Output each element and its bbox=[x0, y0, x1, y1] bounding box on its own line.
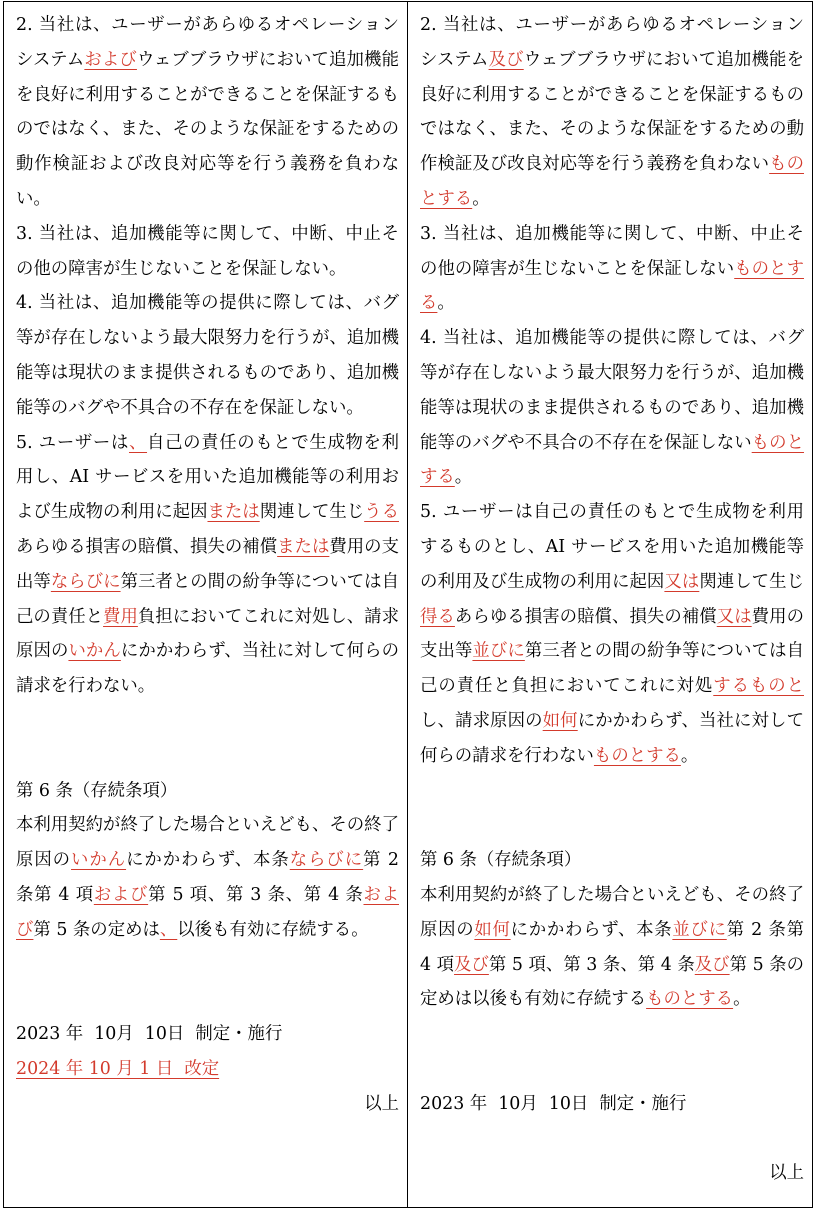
changed-text: および bbox=[93, 884, 149, 905]
text-segment: 費用の支出等 bbox=[420, 606, 804, 662]
changed-text: 又は bbox=[716, 606, 752, 627]
changed-text: ものとする bbox=[646, 989, 734, 1010]
right-clause-5 bbox=[420, 495, 804, 773]
old-version-column bbox=[4, 2, 408, 1207]
text-segment: 第 5 条の定めは以後も有効に存続する bbox=[420, 954, 804, 1010]
right-article-6-body bbox=[420, 878, 804, 1017]
text-segment: 5. ユーザーは bbox=[16, 432, 129, 453]
text-segment: 第 5 項、第 3 条、第 4 条 bbox=[148, 884, 364, 905]
text-segment: 費用の支出等 bbox=[16, 536, 399, 592]
changed-text: 如何 bbox=[542, 710, 578, 731]
spacer bbox=[16, 948, 399, 1018]
right-clause-2 bbox=[420, 8, 804, 217]
text-segment: にかかわらず、当社に対して何らの請求を行わない。 bbox=[16, 641, 399, 697]
left-article-6-title: 第 6 条（存続条項） bbox=[16, 780, 178, 801]
text-segment: 負担においてこれに対処し、請求原因の bbox=[16, 606, 399, 662]
text-segment: 第三者との間の紛争等については自己の責任と負担においてこれに対処 bbox=[420, 641, 804, 697]
left-revised-date bbox=[16, 1052, 399, 1087]
text-segment: 3. 当社は、追加機能等に関して、中断、中止その他の障害が生じないことを保証しない。 bbox=[16, 223, 399, 279]
text-segment: 本利用契約が終了した場合といえども、その終了原因の bbox=[16, 815, 399, 871]
changed-text: うる bbox=[364, 502, 399, 523]
left-clause-3 bbox=[16, 217, 399, 287]
right-article-6-title: 第 6 条（存続条項） bbox=[420, 850, 582, 871]
changed-text: いかん bbox=[71, 850, 127, 871]
text-segment: 4. 当社は、追加機能等の提供に際しては、バグ等が存在しないよう最大限努力を行うが、追加機能等は現状のまま提供されるものであり、追加機能等のバグや不具合の不存在を保証しない bbox=[420, 328, 804, 453]
left-clause-5 bbox=[16, 426, 399, 704]
changed-text: または bbox=[277, 536, 330, 557]
left-clause-2 bbox=[16, 8, 399, 217]
text-segment: 。 bbox=[437, 293, 455, 314]
text-segment: 3. 当社は、追加機能等に関して、中断、中止その他の障害が生じないことを保証しない bbox=[420, 223, 804, 279]
text-segment: にかかわらず、本条 bbox=[126, 850, 290, 871]
changed-text: ならびに bbox=[50, 571, 121, 592]
changed-text: 及び bbox=[454, 954, 489, 975]
changed-text: ものとする bbox=[420, 154, 804, 209]
text-segment: 第 2 条第 4 項 bbox=[420, 919, 804, 975]
text-segment: 5. ユーザーは自己の責任のもとで生成物を利用するものとし、AI サービスを用いた追加機能等の利用及び生成物の利用に起因 bbox=[420, 502, 804, 592]
changed-text: 並びに bbox=[672, 919, 727, 940]
right-clause-3 bbox=[420, 217, 804, 321]
text-segment: 第三者との間の紛争等については自己の責任と bbox=[16, 571, 399, 627]
text-segment: 本利用契約が終了した場合といえども、その終了原因の bbox=[420, 884, 804, 940]
changed-text: ものとする bbox=[420, 432, 804, 488]
changed-text: 及び bbox=[694, 954, 730, 975]
new-version-column bbox=[408, 2, 812, 1207]
text-segment: にかかわらず、当社に対して何らの請求を行わない bbox=[420, 710, 804, 766]
changed-text: 費用 bbox=[103, 606, 138, 627]
changed-text: および bbox=[16, 884, 399, 940]
changed-text: 及び bbox=[488, 49, 524, 70]
text-segment: 関連して生じ bbox=[699, 571, 804, 592]
text-segment: 。 bbox=[680, 745, 699, 766]
text-segment: 第 2 条第 4 項 bbox=[16, 850, 399, 905]
left-end-mark: 以上 bbox=[364, 1093, 399, 1114]
changed-text: ものとする bbox=[420, 258, 804, 314]
text-segment: 第 5 条の定めは bbox=[33, 919, 160, 940]
changed-text: 得る bbox=[420, 606, 455, 627]
text-segment: 第 5 項、第 3 条、第 4 条 bbox=[488, 954, 695, 975]
changed-text: 如何 bbox=[474, 919, 511, 940]
changed-text: 又は bbox=[664, 571, 700, 592]
text-segment: あらゆる損害の賠償、損失の補償 bbox=[16, 536, 278, 557]
text-segment: 。 bbox=[733, 989, 751, 1010]
text-segment: あらゆる損害の賠償、損失の補償 bbox=[454, 606, 717, 627]
left-article-6-body bbox=[16, 808, 399, 947]
text-segment: ウェブブラウザにおいて追加機能を良好に利用することができることを保証するものではなく、また、そのような保証をするための動作検証及び改良対応等を行う義務を負わない bbox=[420, 49, 804, 175]
comparison-table bbox=[3, 1, 813, 1208]
right-enacted-date: 2023 年 10月 10日 制定・施行 bbox=[420, 1093, 687, 1114]
text-segment: 以後も有効に存続する。 bbox=[177, 919, 369, 940]
right-end-mark: 以上 bbox=[769, 1163, 804, 1184]
revision-date-diff: 2024 年 10 月 1 日 改定 bbox=[16, 1058, 220, 1079]
changed-text: ならびに bbox=[289, 850, 364, 871]
text-segment: し、請求原因の bbox=[420, 710, 543, 731]
text-segment: 自己の責任のもとで生成物を利用し、AI サービスを用いた追加機能等の利用および生成物の利用に起因 bbox=[16, 432, 399, 523]
changed-text: 並びに bbox=[472, 641, 525, 662]
changed-text: または bbox=[207, 502, 260, 523]
spacer bbox=[16, 704, 399, 774]
spacer bbox=[420, 774, 804, 844]
left-enacted-date: 2023 年 10月 10日 制定・施行 bbox=[16, 1024, 283, 1045]
left-clause-4 bbox=[16, 286, 399, 425]
right-clause-4 bbox=[420, 321, 804, 495]
text-segment: 。 bbox=[472, 188, 490, 209]
text-segment: 2. 当社は、ユーザーがあらゆるオペレーションシステム bbox=[16, 15, 399, 70]
text-segment: 4. 当社は、追加機能等の提供に際しては、バグ等が存在しないよう最大限努力を行うが、追加機能等は現状のまま提供されるものであり、追加機能等のバグや不具合の不存在を保証しない。 bbox=[16, 293, 399, 418]
changed-text: 、 bbox=[159, 919, 178, 940]
text-segment: 関連して生じ bbox=[259, 502, 365, 523]
spacer bbox=[420, 1017, 804, 1087]
changed-text: するものと bbox=[713, 676, 804, 697]
text-segment: にかかわらず、本条 bbox=[510, 919, 673, 940]
text-segment: 2. 当社は、ユーザーがあらゆるオペレーションシステム bbox=[420, 15, 804, 70]
changed-text: ものとする bbox=[593, 745, 681, 766]
changed-text: いかん bbox=[68, 641, 121, 662]
changed-text: および bbox=[84, 49, 137, 70]
text-segment: ウェブブラウザにおいて追加機能を良好に利用することができることを保証するものではなく、また、そのような保証をするための動作検証および改良対応等を行う義務を負わない。 bbox=[16, 49, 399, 209]
text-segment: 。 bbox=[454, 467, 473, 488]
changed-text: 、 bbox=[128, 432, 148, 453]
right-blank-line bbox=[420, 1122, 804, 1157]
